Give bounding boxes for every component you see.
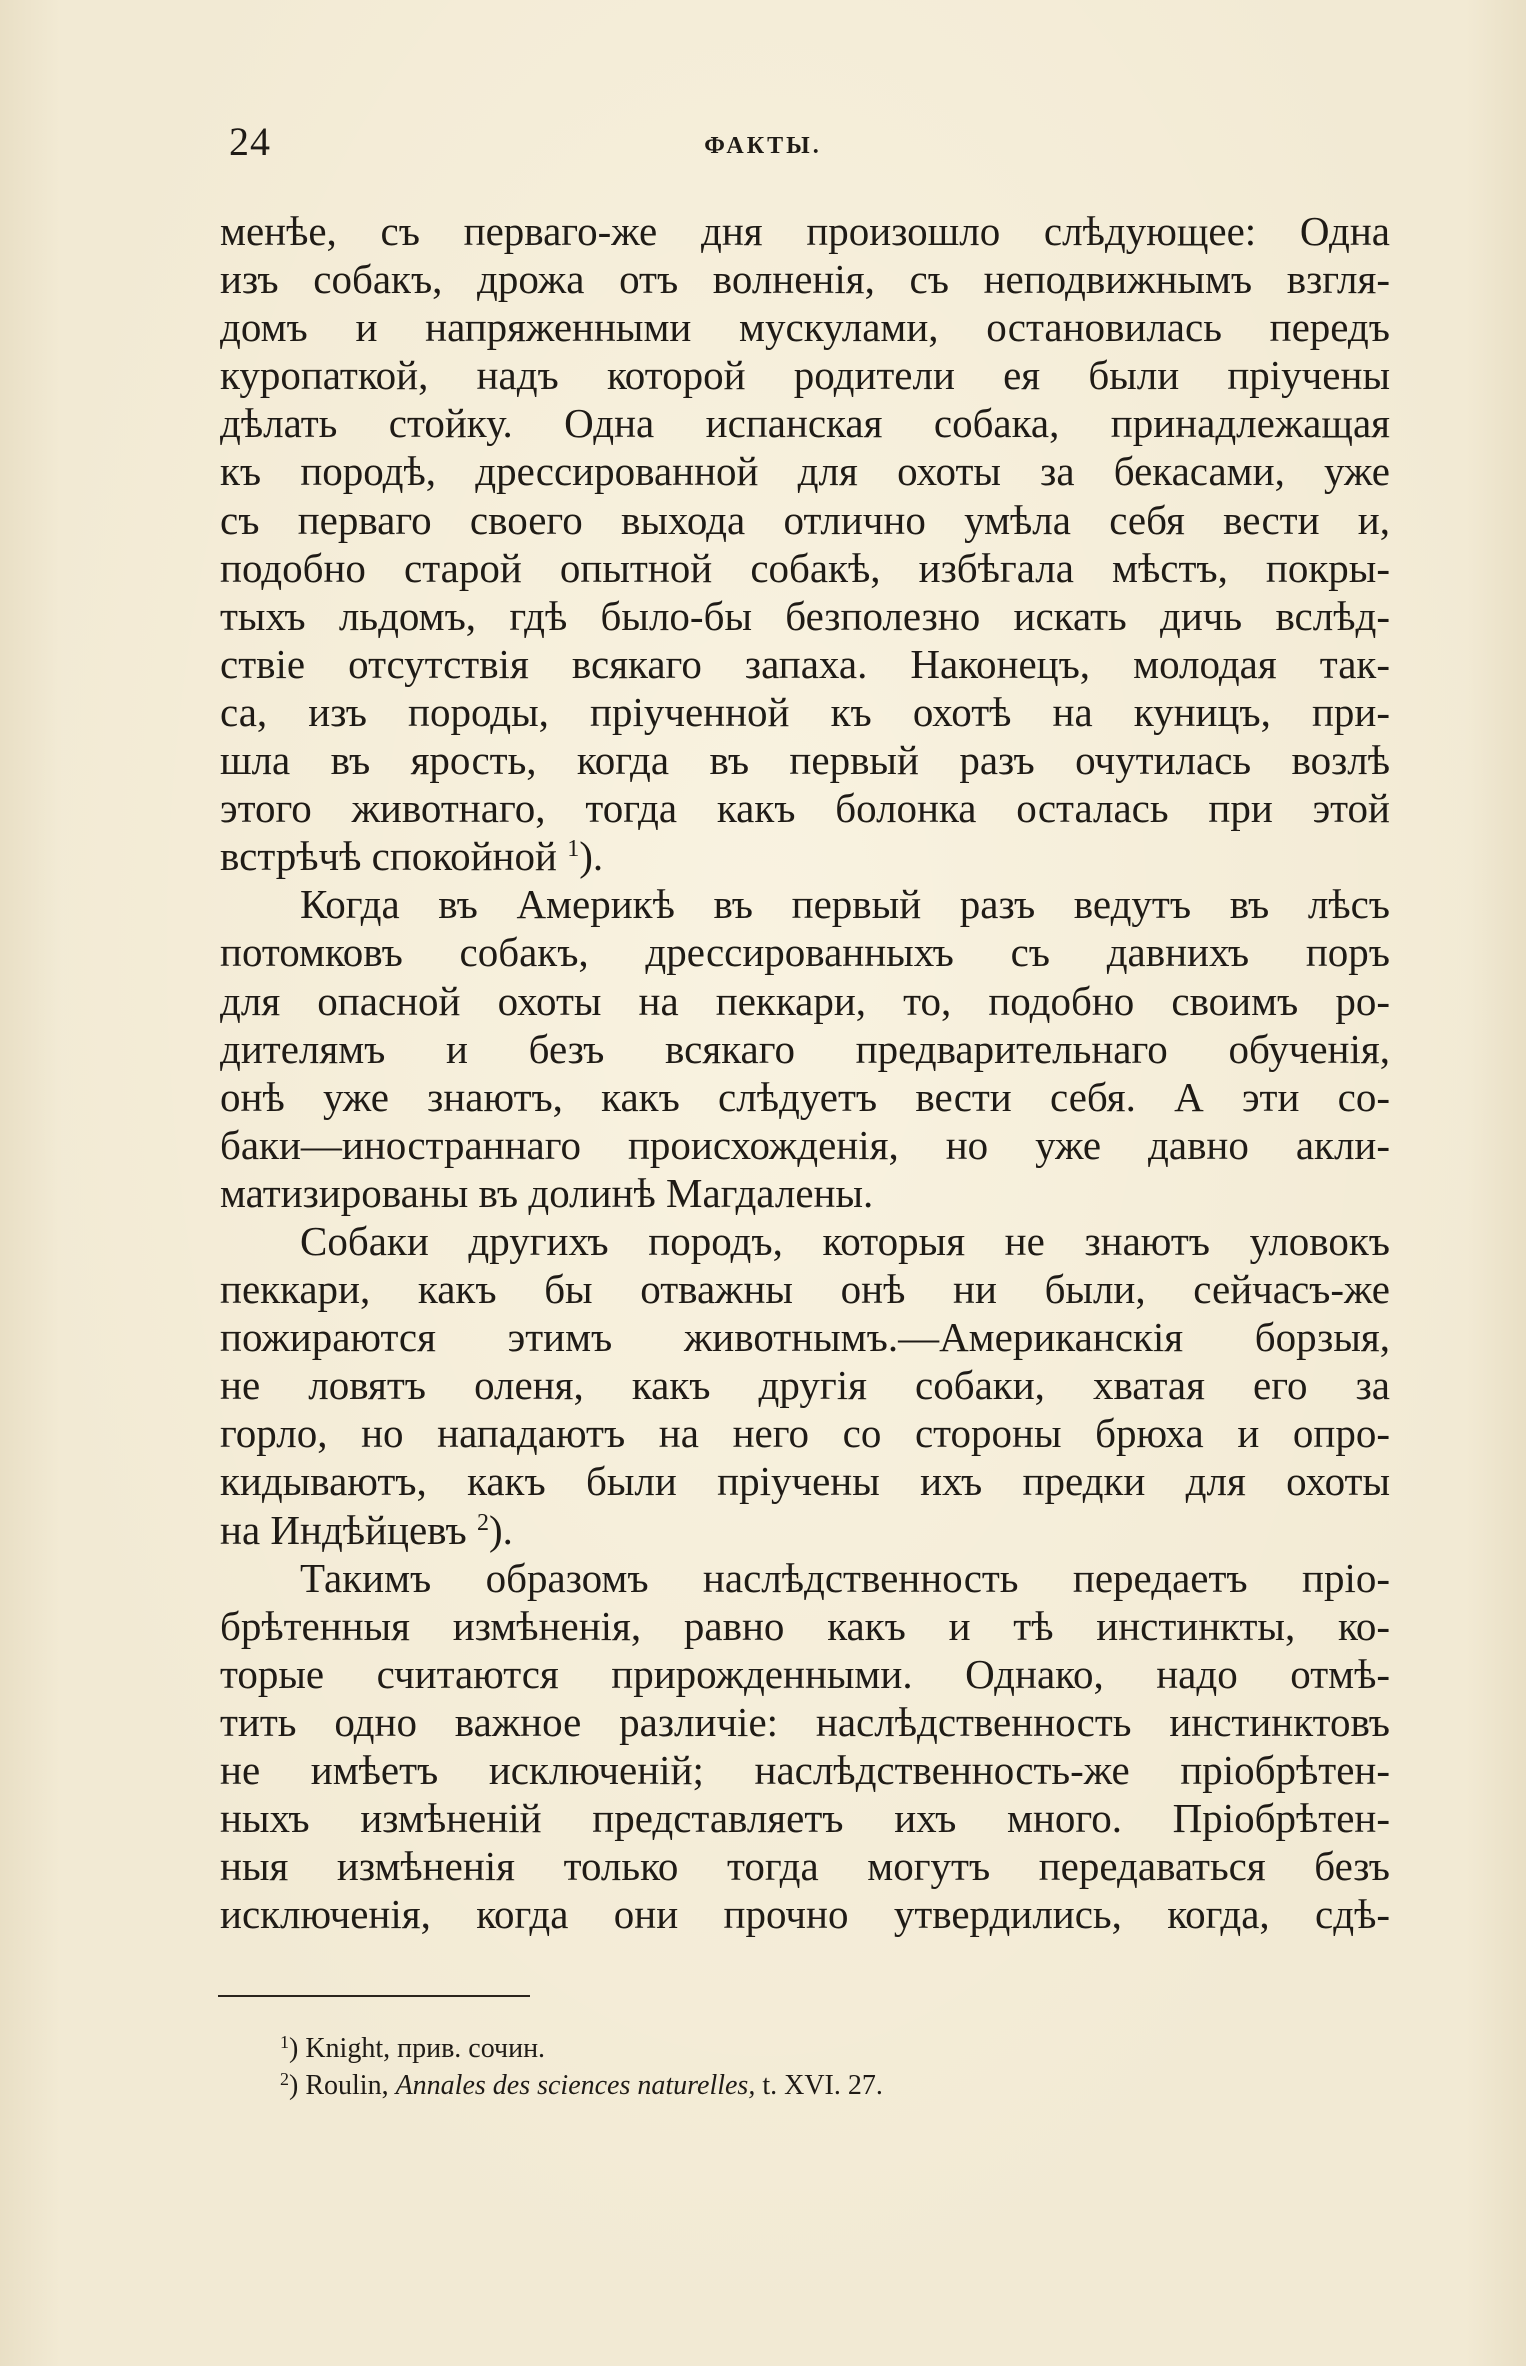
footnote-mark: $^2$) <box>280 2069 299 2101</box>
footnote-text: прив. сочин. <box>397 2033 546 2064</box>
running-title: ФАКТЫ. <box>704 133 822 159</box>
text-line: не имѣетъ исключеній; наслѣдственность-же пріобрѣтен- <box>220 1747 1390 1793</box>
text-line: тыхъ льдомъ, гдѣ было-бы безполезно искать дичь вслѣд- <box>220 592 1390 639</box>
text-line: встрѣчѣ спокойной <box>220 833 557 880</box>
text-line-with-footnote-ref <box>220 832 1390 880</box>
footnote-ref-closing: ). <box>579 833 604 880</box>
text-line: изъ собакъ, дрожа отъ волненія, съ неподвижнымъ взгля- <box>220 256 1390 303</box>
footnote-mark: $^1$) <box>280 2032 299 2064</box>
text-line: исключенія, когда они прочно утвердились, когда, сдѣ- <box>220 1891 1390 1938</box>
text-line: домъ и напряженными мускулами, остановилась передъ <box>220 304 1390 351</box>
footnote-ref-1: 1 <box>567 836 580 863</box>
footnote-text: t. XVI. 27. <box>762 2070 883 2101</box>
text-line: горло, но нападаютъ на него со стороны брюха и опро- <box>220 1410 1390 1457</box>
text-line: для опасной охоты на пеккари, то, подобно своимъ ро- <box>220 977 1390 1024</box>
text-line: куропаткой, надъ которой родители ея были пріучены <box>220 352 1390 399</box>
text-line: менѣе, съ перваго-же дня произошло слѣдующее: Одна <box>220 208 1390 254</box>
text-line: пожираются этимъ животнымъ.—Американскія борзыя, <box>220 1314 1390 1361</box>
text-line: матизированы въ долинѣ Магдалены. <box>220 1169 874 1216</box>
text-line: не ловятъ оленя, какъ другія собаки, хватая его за <box>220 1362 1390 1409</box>
page-number: 24 <box>229 119 271 164</box>
footnote-title: Annales des sciences naturelles, <box>395 2070 756 2101</box>
paragraph-start-line: Собаки другихъ породъ, которыя не знаютъ уловокъ <box>300 1217 1390 1264</box>
text-line: на Индѣйцевъ <box>220 1506 467 1553</box>
footnote-2 <box>280 2067 883 2104</box>
text-line: къ породѣ, дрессированной для охоты за бекасами, уже <box>220 448 1390 495</box>
text-line: ныя измѣненія только тогда могутъ передаваться безъ <box>220 1843 1390 1890</box>
text-line: дителямъ и безъ всякаго предварительнаго обученія, <box>220 1025 1390 1072</box>
footnote-separator <box>218 1995 530 1997</box>
text-line: съ перваго своего выхода отлично умѣла себя вести и, <box>220 496 1390 543</box>
text-line: онѣ уже знаютъ, какъ слѣдуетъ вести себя. А эти со- <box>220 1073 1390 1120</box>
text-line: тить одно важное различіе: наслѣдственность инстинктовъ <box>220 1698 1390 1745</box>
body-text <box>220 207 1390 1938</box>
text-line: ствіе отсутствія всякаго запаха. Наконецъ, молодая так- <box>220 640 1390 687</box>
footnote-ref-closing: ). <box>488 1506 513 1553</box>
text-line: дѣлать стойку. Одна испанская собака, принадлежащая <box>220 400 1390 447</box>
text-line: этого животнаго, тогда какъ болонка осталась при этой <box>220 785 1390 832</box>
text-line: потомковъ собакъ, дрессированныхъ съ давнихъ поръ <box>220 929 1390 976</box>
text-line: шла въ ярость, когда въ первый разъ очутилась возлѣ <box>220 737 1390 784</box>
paragraph-start-line: Когда въ Америкѣ въ первый разъ ведутъ въ лѣсъ <box>300 881 1390 928</box>
text-line: торые считаются прирожденными. Однако, надо отмѣ- <box>220 1650 1390 1697</box>
text-line: пеккари, какъ бы отважны онѣ ни были, сейчасъ-же <box>220 1266 1390 1313</box>
footnote-author: Roulin, <box>305 2070 389 2101</box>
footnote-author: Knight, <box>305 2033 391 2064</box>
text-line: са, изъ породы, пріученной къ охотѣ на куницъ, при- <box>220 688 1390 735</box>
footnote-1 <box>280 2030 883 2067</box>
footnotes <box>280 2030 883 2104</box>
text-line: кидываютъ, какъ были пріучены ихъ предки для охоты <box>220 1458 1390 1505</box>
text-line: баки—иностраннаго происхожденія, но уже давно акли- <box>220 1121 1390 1168</box>
text-line: ныхъ измѣненій представляетъ ихъ много. Пріобрѣтен- <box>220 1795 1390 1842</box>
paragraph-start-line: Такимъ образомъ наслѣдственность передаетъ пріо- <box>300 1554 1390 1601</box>
text-line: подобно старой опытной собакѣ, избѣгала мѣстъ, покры- <box>220 544 1390 591</box>
text-line-with-footnote-ref <box>220 1506 1390 1554</box>
text-line: брѣтенныя измѣненія, равно какъ и тѣ инстинкты, ко- <box>220 1602 1390 1649</box>
footnote-ref-2: 2 <box>476 1509 489 1536</box>
